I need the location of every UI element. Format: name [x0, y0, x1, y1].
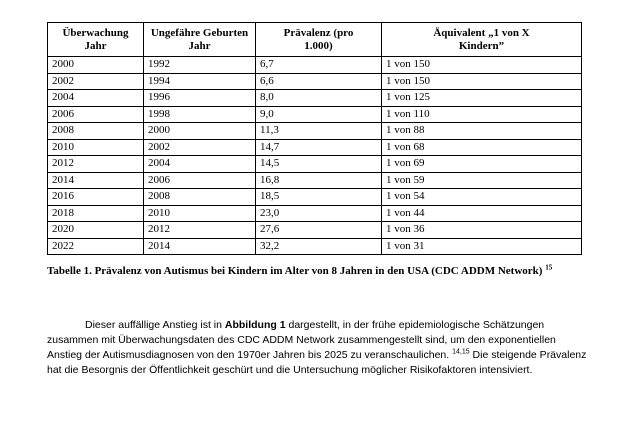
figure-reference: Abbildung 1 [224, 319, 286, 331]
table-row [48, 123, 582, 140]
cell-prevalence: 14,7 [256, 139, 382, 156]
cell-equivalent: 1 von 150 [382, 73, 582, 90]
header-surveillance-year: Überwachung Jahr [48, 23, 144, 57]
prevalence-table [47, 22, 582, 255]
table-row [48, 106, 582, 123]
cell-equivalent: 1 von 125 [382, 90, 582, 107]
cell-equivalent: 1 von 150 [382, 57, 582, 74]
cell-birth-year: 2004 [144, 156, 256, 173]
cell-equivalent: 1 von 44 [382, 205, 582, 222]
cell-equivalent: 1 von 69 [382, 156, 582, 173]
header-equivalent: Äquivalent „1 von X Kindern” [382, 23, 582, 57]
cell-prevalence: 9,0 [256, 106, 382, 123]
table-row [48, 73, 582, 90]
caption-reference: 15 [545, 263, 553, 272]
cell-prevalence: 18,5 [256, 189, 382, 206]
cell-surveillance-year: 2020 [48, 222, 144, 239]
cell-equivalent: 1 von 59 [382, 172, 582, 189]
cell-birth-year: 2014 [144, 238, 256, 255]
table-row [48, 222, 582, 239]
table-row [48, 205, 582, 222]
cell-prevalence: 23,0 [256, 205, 382, 222]
cell-birth-year: 2010 [144, 205, 256, 222]
cell-prevalence: 32,2 [256, 238, 382, 255]
cell-equivalent: 1 von 54 [382, 189, 582, 206]
cell-birth-year: 2006 [144, 172, 256, 189]
cell-surveillance-year: 2022 [48, 238, 144, 255]
cell-prevalence: 27,6 [256, 222, 382, 239]
cell-equivalent: 1 von 110 [382, 106, 582, 123]
header-birth-year: Ungefähre Geburten Jahr [144, 23, 256, 57]
cell-surveillance-year: 2016 [48, 189, 144, 206]
cell-equivalent: 1 von 36 [382, 222, 582, 239]
cell-equivalent: 1 von 68 [382, 139, 582, 156]
cell-prevalence: 11,3 [256, 123, 382, 140]
cell-surveillance-year: 2018 [48, 205, 144, 222]
table-row [48, 57, 582, 74]
cell-prevalence: 6,7 [256, 57, 382, 74]
cell-equivalent: 1 von 88 [382, 123, 582, 140]
table-row [48, 189, 582, 206]
cell-prevalence: 6,6 [256, 73, 382, 90]
table-row [48, 90, 582, 107]
cell-prevalence: 16,8 [256, 172, 382, 189]
cell-surveillance-year: 2000 [48, 57, 144, 74]
table-row [48, 139, 582, 156]
cell-surveillance-year: 2006 [48, 106, 144, 123]
cell-surveillance-year: 2008 [48, 123, 144, 140]
cell-prevalence: 14,5 [256, 156, 382, 173]
header-row [48, 23, 582, 57]
cell-birth-year: 2002 [144, 139, 256, 156]
cell-surveillance-year: 2010 [48, 139, 144, 156]
table-row [48, 238, 582, 255]
table-row [48, 156, 582, 173]
cell-surveillance-year: 2004 [48, 90, 144, 107]
table-body [48, 57, 582, 255]
header-prevalence: Prävalenz (pro 1.000) [256, 23, 382, 57]
cell-birth-year: 2000 [144, 123, 256, 140]
cell-birth-year: 2008 [144, 189, 256, 206]
body-paragraph: Dieser auffällige Anstieg ist in Abbildung 1 dargestellt, in der frühe epidemiologische Schätzungen zusammen mit Überwachungsdaten des CDC ADDM Network zusammengestellt sind, um den exponentiellen Anstieg der Autismusdiagnosen von den 1970er Jahren bis 2025 zu veranschaulichen. $^{14,15}$ Die steigende Prävalenz hat die Besorgnis der Öffentlichkeit geschürt und die Untersuchung möglicher Risikofaktoren intensiviert. [47, 319, 587, 376]
cell-birth-year: 1992 [144, 57, 256, 74]
cell-birth-year: 1996 [144, 90, 256, 107]
cell-surveillance-year: 2012 [48, 156, 144, 173]
citation-reference: 14,15 [452, 348, 470, 356]
cell-birth-year: 1994 [144, 73, 256, 90]
cell-birth-year: 1998 [144, 106, 256, 123]
table-caption: Tabelle 1. Prävalenz von Autismus bei Kindern im Alter von 8 Jahren in den USA (CDC ADDM Network) $^{15}$ [47, 263, 553, 277]
table-header [48, 23, 582, 57]
cell-prevalence: 8,0 [256, 90, 382, 107]
cell-birth-year: 2012 [144, 222, 256, 239]
cell-surveillance-year: 2014 [48, 172, 144, 189]
table-row [48, 172, 582, 189]
cell-surveillance-year: 2002 [48, 73, 144, 90]
cell-equivalent: 1 von 31 [382, 238, 582, 255]
